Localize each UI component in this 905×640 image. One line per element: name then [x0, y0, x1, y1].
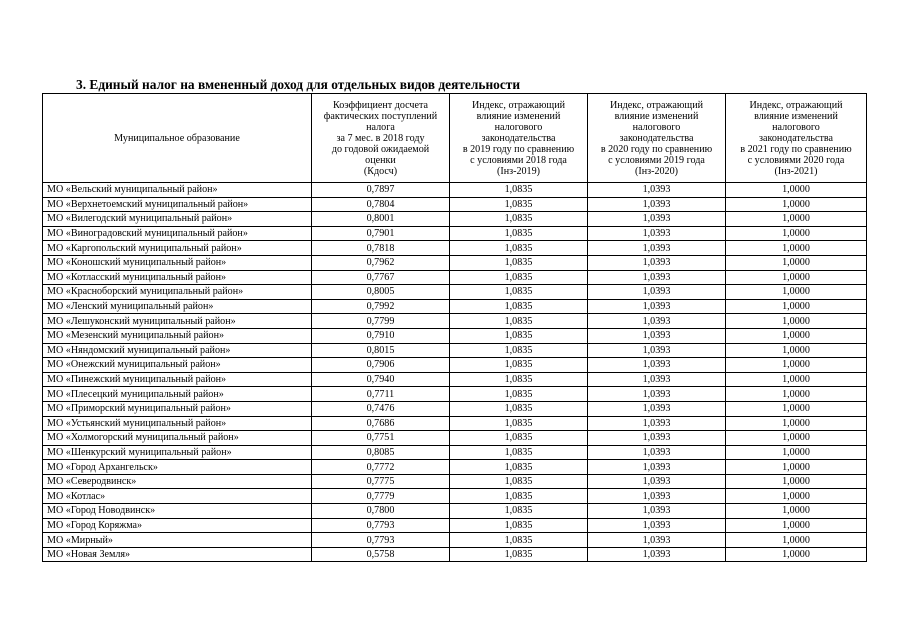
index-2021-cell: 1,0000: [726, 241, 867, 256]
municipality-cell: МО «Верхнетоемский муниципальный район»: [43, 197, 312, 212]
header-line: законодательства: [619, 132, 694, 144]
index-2020-cell: 1,0393: [588, 255, 726, 270]
header-line: влияние изменений: [476, 110, 561, 122]
municipality-cell: МО «Коношский муниципальный район»: [43, 255, 312, 270]
table-row: [43, 328, 867, 343]
table-row: [43, 226, 867, 241]
index-2020-cell: 1,0393: [588, 460, 726, 475]
kdosch-cell: 0,7686: [312, 416, 450, 431]
index-2020-cell: 1,0393: [588, 372, 726, 387]
municipality-cell: МО «Котлас»: [43, 489, 312, 504]
index-2019-cell: 1,0835: [450, 270, 588, 285]
header-line: влияние изменений: [614, 110, 699, 122]
index-2020-cell: 1,0393: [588, 401, 726, 416]
index-2020-cell: 1,0393: [588, 474, 726, 489]
index-2021-cell: 1,0000: [726, 183, 867, 198]
municipality-cell: МО «Город Архангельск»: [43, 460, 312, 475]
table-row: [43, 299, 867, 314]
header-line: в 2019 году по сравнению: [462, 143, 575, 155]
header-index-2021: [726, 94, 867, 183]
index-2020-cell: 1,0393: [588, 533, 726, 548]
table-row: [43, 358, 867, 373]
table-row: [43, 270, 867, 285]
municipality-cell: МО «Красноборский муниципальный район»: [43, 285, 312, 300]
header-line: Индекс, отражающий: [471, 99, 566, 111]
header-index-2019: [450, 94, 588, 183]
index-2021-cell: 1,0000: [726, 489, 867, 504]
table-row: [43, 372, 867, 387]
municipality-cell: МО «Каргопольский муниципальный район»: [43, 241, 312, 256]
kdosch-cell: 0,7793: [312, 533, 450, 548]
header-line: законодательства: [759, 132, 833, 144]
kdosch-cell: 0,7793: [312, 518, 450, 533]
header-line: влияние изменений: [754, 110, 838, 122]
index-2021-cell: 1,0000: [726, 416, 867, 431]
index-2019-cell: 1,0835: [450, 445, 588, 460]
municipality-cell: МО «Северодвинск»: [43, 474, 312, 489]
index-2019-cell: 1,0835: [450, 197, 588, 212]
section-title: 3. Единый налог на вмененный доход для отдельных видов деятельности: [76, 77, 521, 92]
index-2021-cell: 1,0000: [726, 504, 867, 519]
index-2020-cell: 1,0393: [588, 328, 726, 343]
index-2021-cell: 1,0000: [726, 255, 867, 270]
header-line: (Iнз-2020): [634, 165, 679, 177]
index-2021-cell: 1,0000: [726, 212, 867, 227]
table-row: [43, 387, 867, 402]
municipality-cell: МО «Плесецкий муниципальный район»: [43, 387, 312, 402]
kdosch-cell: 0,7906: [312, 358, 450, 373]
kdosch-cell: 0,7772: [312, 460, 450, 475]
index-2020-cell: 1,0393: [588, 445, 726, 460]
kdosch-cell: 0,7901: [312, 226, 450, 241]
index-2021-cell: 1,0000: [726, 460, 867, 475]
index-2019-cell: 1,0835: [450, 372, 588, 387]
index-2019-cell: 1,0835: [450, 460, 588, 475]
table-row: [43, 343, 867, 358]
index-2019-cell: 1,0835: [450, 401, 588, 416]
header-line: Индекс, отражающий: [749, 99, 843, 111]
header-line: налогового: [632, 121, 681, 133]
kdosch-cell: 0,5758: [312, 547, 450, 562]
kdosch-cell: 0,7476: [312, 401, 450, 416]
kdosch-cell: 0,7804: [312, 197, 450, 212]
index-2019-cell: 1,0835: [450, 504, 588, 519]
tax-coefficients-table: [42, 93, 867, 562]
index-2021-cell: 1,0000: [726, 314, 867, 329]
kdosch-cell: 0,7779: [312, 489, 450, 504]
header-line: Муниципальное образование: [114, 132, 240, 144]
index-2019-cell: 1,0835: [450, 416, 588, 431]
kdosch-cell: 0,7940: [312, 372, 450, 387]
index-2020-cell: 1,0393: [588, 241, 726, 256]
index-2021-cell: 1,0000: [726, 299, 867, 314]
index-2019-cell: 1,0835: [450, 241, 588, 256]
municipality-cell: МО «Вилегодский муниципальный район»: [43, 212, 312, 227]
kdosch-cell: 0,7767: [312, 270, 450, 285]
table-row: [43, 431, 867, 446]
municipality-cell: МО «Лешуконский муниципальный район»: [43, 314, 312, 329]
index-2021-cell: 1,0000: [726, 343, 867, 358]
index-2021-cell: 1,0000: [726, 401, 867, 416]
table-row: [43, 416, 867, 431]
index-2020-cell: 1,0393: [588, 387, 726, 402]
header-line: (Iнз-2019): [496, 165, 541, 177]
kdosch-cell: 0,7711: [312, 387, 450, 402]
index-2019-cell: 1,0835: [450, 518, 588, 533]
header-line: оценки: [365, 154, 396, 166]
index-2019-cell: 1,0835: [450, 431, 588, 446]
index-2021-cell: 1,0000: [726, 285, 867, 300]
index-2020-cell: 1,0393: [588, 504, 726, 519]
table-row: [43, 401, 867, 416]
index-2020-cell: 1,0393: [588, 197, 726, 212]
index-2021-cell: 1,0000: [726, 547, 867, 562]
index-2021-cell: 1,0000: [726, 270, 867, 285]
municipality-cell: МО «Устьянский муниципальный район»: [43, 416, 312, 431]
index-2019-cell: 1,0835: [450, 226, 588, 241]
index-2021-cell: 1,0000: [726, 197, 867, 212]
municipality-cell: МО «Вельский муниципальный район»: [43, 183, 312, 198]
index-2020-cell: 1,0393: [588, 299, 726, 314]
kdosch-cell: 0,7751: [312, 431, 450, 446]
index-2019-cell: 1,0835: [450, 328, 588, 343]
municipality-cell: МО «Пинежский муниципальный район»: [43, 372, 312, 387]
municipality-cell: МО «Онежский муниципальный район»: [43, 358, 312, 373]
index-2021-cell: 1,0000: [726, 474, 867, 489]
index-2020-cell: 1,0393: [588, 314, 726, 329]
header-line: налога: [366, 121, 395, 133]
municipality-cell: МО «Котласский муниципальный район»: [43, 270, 312, 285]
municipality-cell: МО «Виноградовский муниципальный район»: [43, 226, 312, 241]
index-2020-cell: 1,0393: [588, 285, 726, 300]
index-2019-cell: 1,0835: [450, 299, 588, 314]
index-2019-cell: 1,0835: [450, 387, 588, 402]
header-line: Коэффициент досчета: [333, 99, 428, 111]
header-line: законодательства: [481, 132, 556, 144]
index-2020-cell: 1,0393: [588, 183, 726, 198]
kdosch-cell: 0,7818: [312, 241, 450, 256]
index-2019-cell: 1,0835: [450, 343, 588, 358]
index-2020-cell: 1,0393: [588, 489, 726, 504]
index-2019-cell: 1,0835: [450, 183, 588, 198]
index-2021-cell: 1,0000: [726, 226, 867, 241]
header-line: фактических поступлений: [323, 110, 438, 122]
municipality-cell: МО «Город Новодвинск»: [43, 504, 312, 519]
table-row: [43, 489, 867, 504]
kdosch-cell: 0,7992: [312, 299, 450, 314]
table-row: [43, 460, 867, 475]
index-2020-cell: 1,0393: [588, 547, 726, 562]
index-2019-cell: 1,0835: [450, 533, 588, 548]
kdosch-cell: 0,7800: [312, 504, 450, 519]
kdosch-cell: 0,8001: [312, 212, 450, 227]
header-municipality: [43, 94, 312, 183]
table-row: [43, 212, 867, 227]
kdosch-cell: 0,7775: [312, 474, 450, 489]
header-line: (Кдосч): [363, 165, 398, 177]
index-2019-cell: 1,0835: [450, 314, 588, 329]
index-2021-cell: 1,0000: [726, 533, 867, 548]
index-2020-cell: 1,0393: [588, 343, 726, 358]
kdosch-cell: 0,8005: [312, 285, 450, 300]
table-row: [43, 183, 867, 198]
header-line: в 2020 году по сравнению: [600, 143, 713, 155]
header-line: налогового: [772, 121, 820, 133]
table-row: [43, 547, 867, 562]
table-row: [43, 241, 867, 256]
municipality-cell: МО «Мезенский муниципальный район»: [43, 328, 312, 343]
header-line: (Iнз-2021): [774, 165, 818, 177]
index-2019-cell: 1,0835: [450, 285, 588, 300]
index-2020-cell: 1,0393: [588, 416, 726, 431]
header-line: с условиями 2020 года: [747, 154, 845, 166]
kdosch-cell: 0,7897: [312, 183, 450, 198]
header-line: за 7 мес. в 2018 году: [336, 132, 425, 144]
table-row: [43, 255, 867, 270]
index-2019-cell: 1,0835: [450, 212, 588, 227]
index-2020-cell: 1,0393: [588, 358, 726, 373]
header-line: с условиями 2018 года: [470, 154, 567, 166]
table-header-row: [43, 94, 867, 183]
index-2021-cell: 1,0000: [726, 358, 867, 373]
index-2019-cell: 1,0835: [450, 255, 588, 270]
header-line: Индекс, отражающий: [609, 99, 704, 111]
table-row: [43, 285, 867, 300]
municipality-cell: МО «Ленский муниципальный район»: [43, 299, 312, 314]
kdosch-cell: 0,7910: [312, 328, 450, 343]
table-row: [43, 504, 867, 519]
table-row: [43, 474, 867, 489]
index-2021-cell: 1,0000: [726, 372, 867, 387]
header-line: в 2021 году по сравнению: [740, 143, 852, 155]
header-line: до годовой ожидаемой: [331, 143, 430, 155]
municipality-cell: МО «Город Коряжма»: [43, 518, 312, 533]
header-index-2020: [588, 94, 726, 183]
header-line: налогового: [494, 121, 543, 133]
index-2020-cell: 1,0393: [588, 518, 726, 533]
table-row: [43, 445, 867, 460]
index-2019-cell: 1,0835: [450, 474, 588, 489]
kdosch-cell: 0,8015: [312, 343, 450, 358]
municipality-cell: МО «Холмогорский муниципальный район»: [43, 431, 312, 446]
table-body: [43, 183, 867, 562]
municipality-cell: МО «Новая Земля»: [43, 547, 312, 562]
index-2021-cell: 1,0000: [726, 445, 867, 460]
index-2021-cell: 1,0000: [726, 328, 867, 343]
table-row: [43, 533, 867, 548]
header-line: с условиями 2019 года: [608, 154, 705, 166]
index-2020-cell: 1,0393: [588, 226, 726, 241]
index-2021-cell: 1,0000: [726, 431, 867, 446]
kdosch-cell: 0,8085: [312, 445, 450, 460]
table-row: [43, 314, 867, 329]
table-row: [43, 518, 867, 533]
kdosch-cell: 0,7799: [312, 314, 450, 329]
index-2019-cell: 1,0835: [450, 489, 588, 504]
municipality-cell: МО «Мирный»: [43, 533, 312, 548]
municipality-cell: МО «Шенкурский муниципальный район»: [43, 445, 312, 460]
table-row: [43, 197, 867, 212]
index-2020-cell: 1,0393: [588, 270, 726, 285]
index-2020-cell: 1,0393: [588, 212, 726, 227]
header-kdosch: [312, 94, 450, 183]
index-2019-cell: 1,0835: [450, 358, 588, 373]
index-2021-cell: 1,0000: [726, 518, 867, 533]
kdosch-cell: 0,7962: [312, 255, 450, 270]
index-2021-cell: 1,0000: [726, 387, 867, 402]
index-2020-cell: 1,0393: [588, 431, 726, 446]
index-2019-cell: 1,0835: [450, 547, 588, 562]
municipality-cell: МО «Няндомский муниципальный район»: [43, 343, 312, 358]
municipality-cell: МО «Приморский муниципальный район»: [43, 401, 312, 416]
